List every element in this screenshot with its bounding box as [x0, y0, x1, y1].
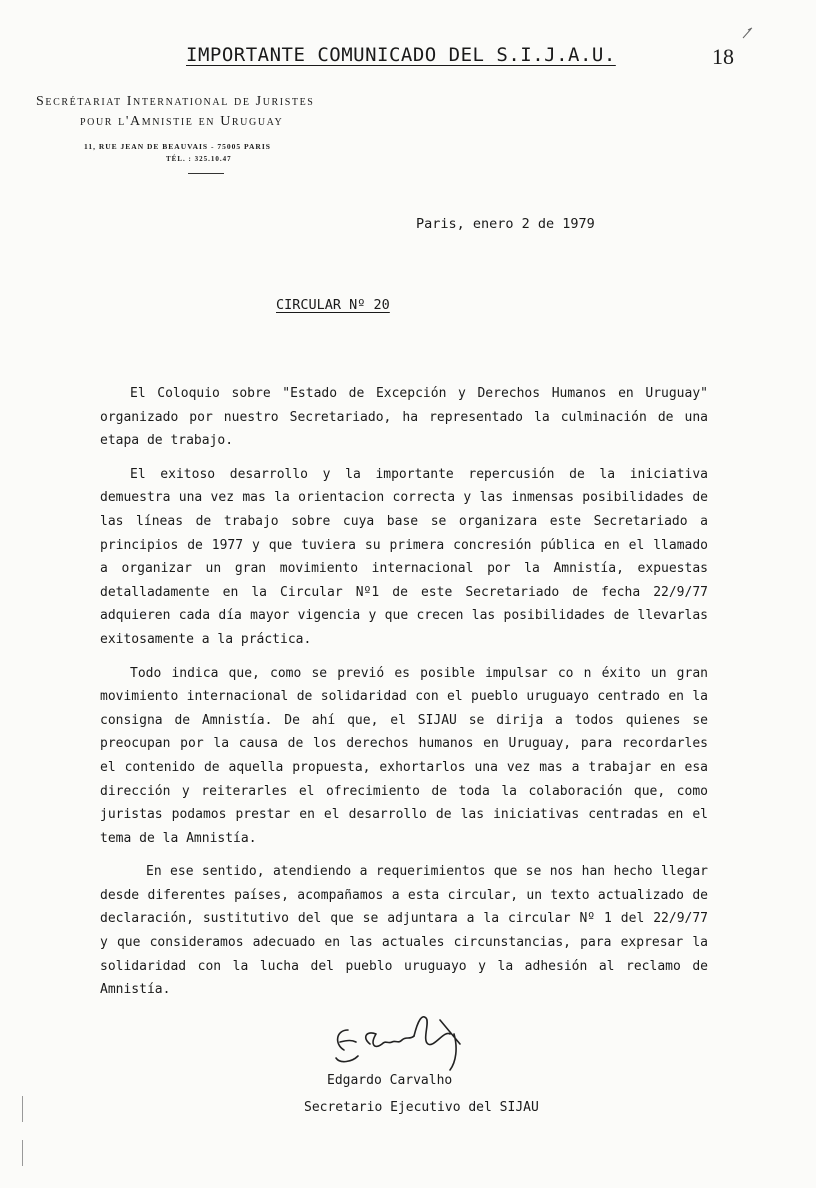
paragraph: En ese sentido, atendiendo a requerimientos que se nos han hecho llegar desde diferentes países, acompañamos a esta circular, un texto actualizado de declaración, sustitutivo del que se adjuntara a la circular Nº 1 del 22/9/77 y que consideramos adecuado en las actuales circunstancias, para expresar la solidaridad con la lucha del pueblo uruguayo y la adhesión al reclamo de Amnistía.	[100, 864, 708, 998]
document-heading: IMPORTANTE COMUNICADO DEL S.I.J.A.U.	[186, 44, 616, 66]
page-number: 18	[712, 44, 734, 69]
letterhead-address: 11, RUE JEAN DE BEAUVAIS - 75005 PARIS	[84, 142, 271, 151]
letterhead	[36, 94, 416, 174]
paragraph: El Coloquio sobre "Estado de Excepción y Derechos Humanos en Uruguay" organizado por nuestro Secretariado, ha representado la culminación de una etapa de trabajo.	[100, 386, 708, 449]
letterhead-organization: Secrétariat International de Juristes	[36, 94, 315, 109]
signatory-name: Edgardo Carvalho	[327, 1073, 453, 1088]
letterhead-divider	[188, 173, 224, 174]
scan-margin-mark	[22, 1140, 23, 1166]
letterhead-phone: TÉL. : 325.10.47	[166, 155, 232, 163]
signatory-title: Secretario Ejecutivo del SIJAU	[304, 1100, 539, 1115]
scan-margin-mark	[22, 1096, 23, 1122]
letterhead-organization-subtitle: pour l'Amnistie en Uruguay	[80, 114, 284, 129]
pencil-mark-icon	[740, 26, 754, 40]
paragraph: El exitoso desarrollo y la importante repercusión de la iniciativa demuestra una vez mas la orientacion correcta y las inmensas posibilidades de las líneas de trabajo sobre cuya base se organizara este Secretariado a principios de 1977 y que tuviera su primera concresión pública en el llamado a organizar un gran movimiento internacional por la Amnistía, expuestas detalladamente en la Circular Nº1 de este Secretariado de fecha 22/9/77 adquieren cada día mayor vigencia y que crecen las posibilidades de llevarlas exitosamente a la práctica.	[100, 466, 708, 647]
paragraph: Todo indica que, como se previó es posible impulsar co n éxito un gran movimiento internacional de solidaridad con el pueblo uruguayo centrado en la consigna de Amnistía. De ahí que, el SIJAU se dirija a todos quienes se preocupan por la causa de los derechos humanos en Uruguay, para recordarles el contenido de aquella propuesta, exhortarlos una vez mas a trabajar en esa dirección y reiterarles el ofrecimiento de toda la colaboración que, como juristas podamos prestar en el desarrollo de las iniciativas centradas en el tema de la Amnistía.	[100, 665, 708, 846]
circular-title: CIRCULAR Nº 20	[276, 297, 390, 313]
document-body	[100, 382, 708, 1012]
handwritten-signature	[326, 1000, 476, 1078]
document-date: Paris, enero 2 de 1979	[416, 216, 595, 232]
